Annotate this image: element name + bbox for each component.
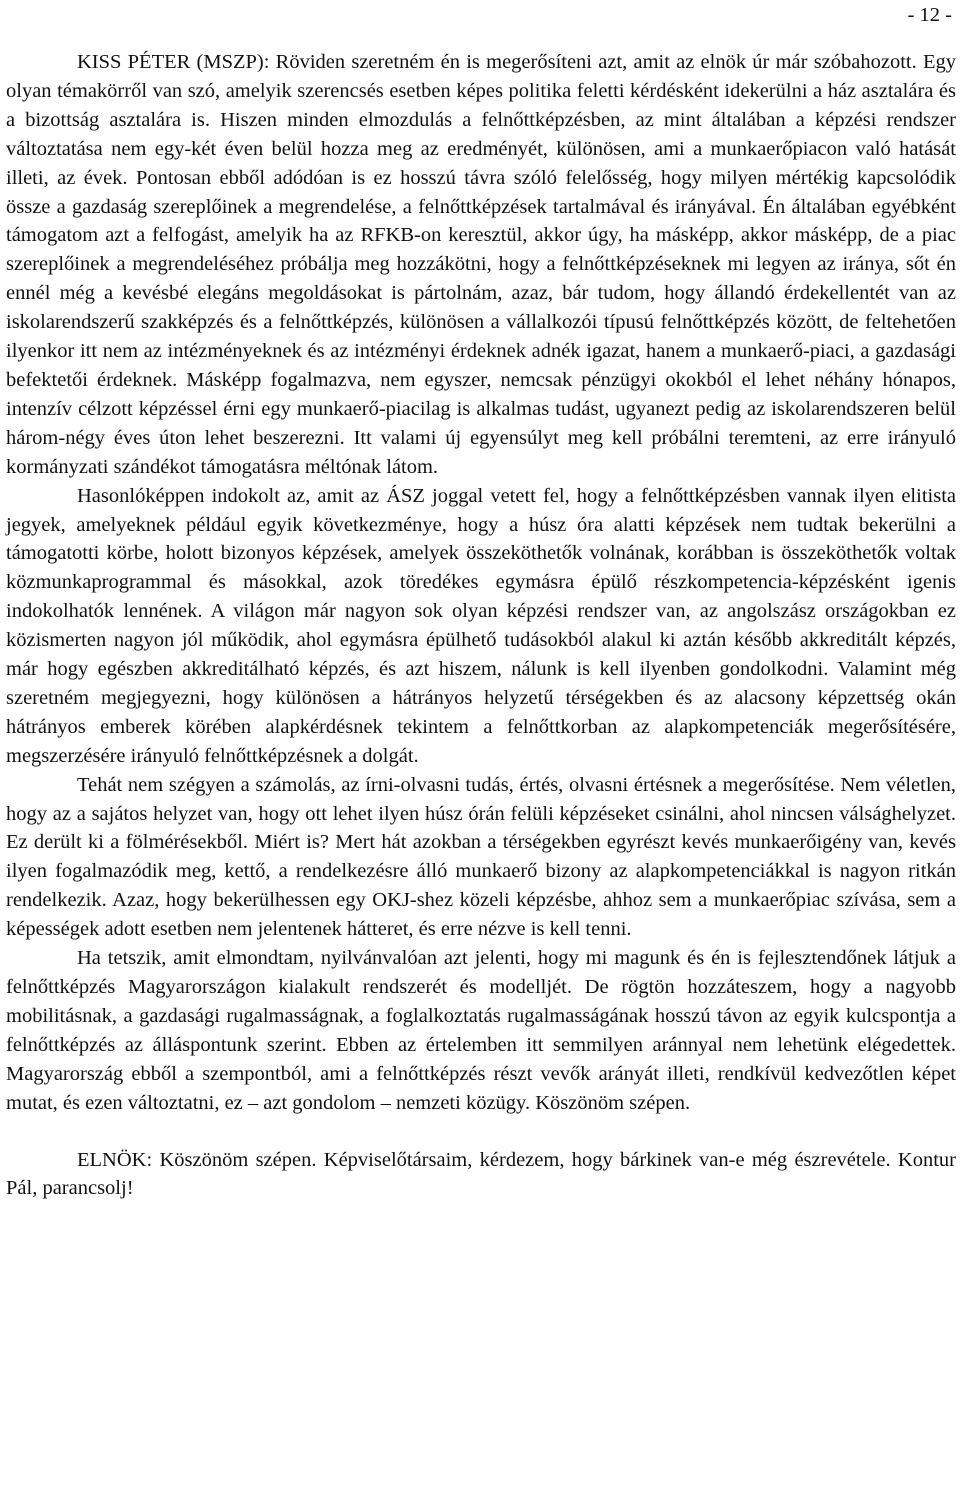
paragraph-adult-education-system: Ha tetszik, amit elmondtam, nyilvánvalóan azt jelenti, hogy mi magunk és én is fejlesztendőnek látjuk a felnőttképzés Magyarországon kialakult rendszerét és modelljét. De rögtön hozzáteszem, hogy a nagyobb mobilitásnak, a gazdasági rugalmasságnak, a foglalkoztatás rugalmasságának hosszú távon az egyik kulcspontja a felnőttképzés az álláspontunk szerint. Ebben az értelemben itt semmilyen aránnyal nem lehetünk elégedettek. Magyarország ebből a szempontból, ami a felnőttképzés részt vevők arányát illeti, rendkívül kedvezőtlen képet mutat, és ezen változtatni, ez – azt gondolom – nemzeti közügy. Köszönöm szépen. bbox=[6, 947, 956, 1114]
paragraph-basic-competencies: Tehát nem szégyen a számolás, az írni-olvasni tudás, értés, olvasni értésnek a megerősítése. Nem véletlen, hogy az a sajátos helyzet van, hogy ott lehet ilyen húsz órán felüli képzéseket csinálni, ahol nincsen válsághelyzet. Ez derült ki a fölmérésekből. Miért is? Mert hát azokban a térségekben egyrészt kevés munkaerőigény van, kevés ilyen fogalmazódik meg, kettő, a rendelkezésre álló munkaerő bizony az alapkompetenciákkal is nagyon ritkán rendelkezik. Azaz, hogy bekerülhessen egy OKJ-shez közeli képzésbe, ahhoz sem a munkaerőpiac szívása, sem a képességek adott esetben nem jelentenek hátteret, és erre nézve is kell tenni. bbox=[6, 773, 956, 941]
document-page bbox=[6, 0, 956, 1203]
paragraph-asz-elitist-features: Hasonlóképpen indokolt az, amit az ÁSZ joggal vetett fel, hogy a felnőttképzésben vannak ilyen elitista jegyek, amelyeknek például egyik következménye, hogy a húsz óra alatti képzések nem tudtak bekerülni a támogatotti körbe, holott bizonyos képzések, amelyek összeköthetők volnának, korábban is összeköthetők voltak közmunkaprogrammal és másokkal, azok töredékes egymásra épülő részkompetencia-képzésként igenis indokolhatók lennének. A világon már nagyon sok olyan képzési rendszer van, az angolszász országokban ez közismerten nagyon jól működik, ahol egymásra épülhető tudásokból alakul ki aztán később akkreditált képzés, már hogy egészben akkreditálható képzés, és azt hiszem, nálunk is kell ilyenben gondolkodni. Valamint még szeretném megjegyezni, hogy különösen a hátrányos helyzetű térségekben és az alacsony képzettség okán hátrányos emberek körében alapkérdésnek tekintem a felnőttkorban az alapkompetenciák megerősítésére, megszerzésére irányuló felnőttképzésnek a dolgát. bbox=[6, 484, 956, 767]
paragraph-chair-response: ELNÖK: Köszönöm szépen. Képviselőtársaim, kérdezem, hogy bárkinek van-e még észrevétele. Kontur Pál, parancsolj! bbox=[6, 1148, 956, 1200]
paragraph-kiss-peter-speech: KISS PÉTER (MSZP): Röviden szeretném én is megerősíteni azt, amit az elnök úr már szóbahozott. Egy olyan témakörről van szó, amelyik szerencsés esetben képes politika feletti kérdésként idekerülni a ház asztalára és a bizottság asztalára is. Hiszen minden elmozdulás a felnőttképzésben, az mint általában a képzési rendszer változtatása nem egy-két éven belül hozza meg az eredményét, különösen, ami a munkaerőpiacon való hatását illeti, az évek. Pontosan ebből adódóan is ez hosszú távra szóló felelősség, hogy milyen mértékig kapcsolódik össze a gazdaság szereplőinek a megrendelése, a felnőttképzések tartalmával és irányával. Én általában egyébként támogatom azt a felfogást, amelyik ha az RFKB-on keresztül, akkor úgy, ha másképp, akkor másképp, de a piac szereplőinek a megrendeléséhez próbálja meg hozzákötni, hogy a felnőttképzéseknek mi legyen az iránya, sőt én ennél még a kevésbé elegáns megoldásokat is pártolnám, azaz, bár tudom, hogy állandó érdekellentét van az iskolarendszerű szakképzés és a felnőttképzés, különösen a vállalkozói típusú felnőttképzés között, de feltehetően ilyenkor itt nem az intézményeknek és az intézményi érdeknek adnék igazat, hanem a munkaerő-piaci, a gazdasági befektetői érdeknek. Másképp fogalmazva, nem egyszer, nemcsak pénzügyi okokból el lehet néhány hónapos, intenzív célzott képzéssel érni egy munkaerő-piacilag is alkalmas tudást, ugyanezt pedig az iskolarendszeren belül három-négy éves úton lehet beszerezni. Itt valami új egyensúlyt meg kell próbálni teremteni, az erre irányuló kormányzati szándékot támogatásra méltónak látom. bbox=[6, 51, 956, 478]
page-number: - 12 - bbox=[907, 4, 952, 26]
paragraph-gap bbox=[6, 1118, 956, 1146]
